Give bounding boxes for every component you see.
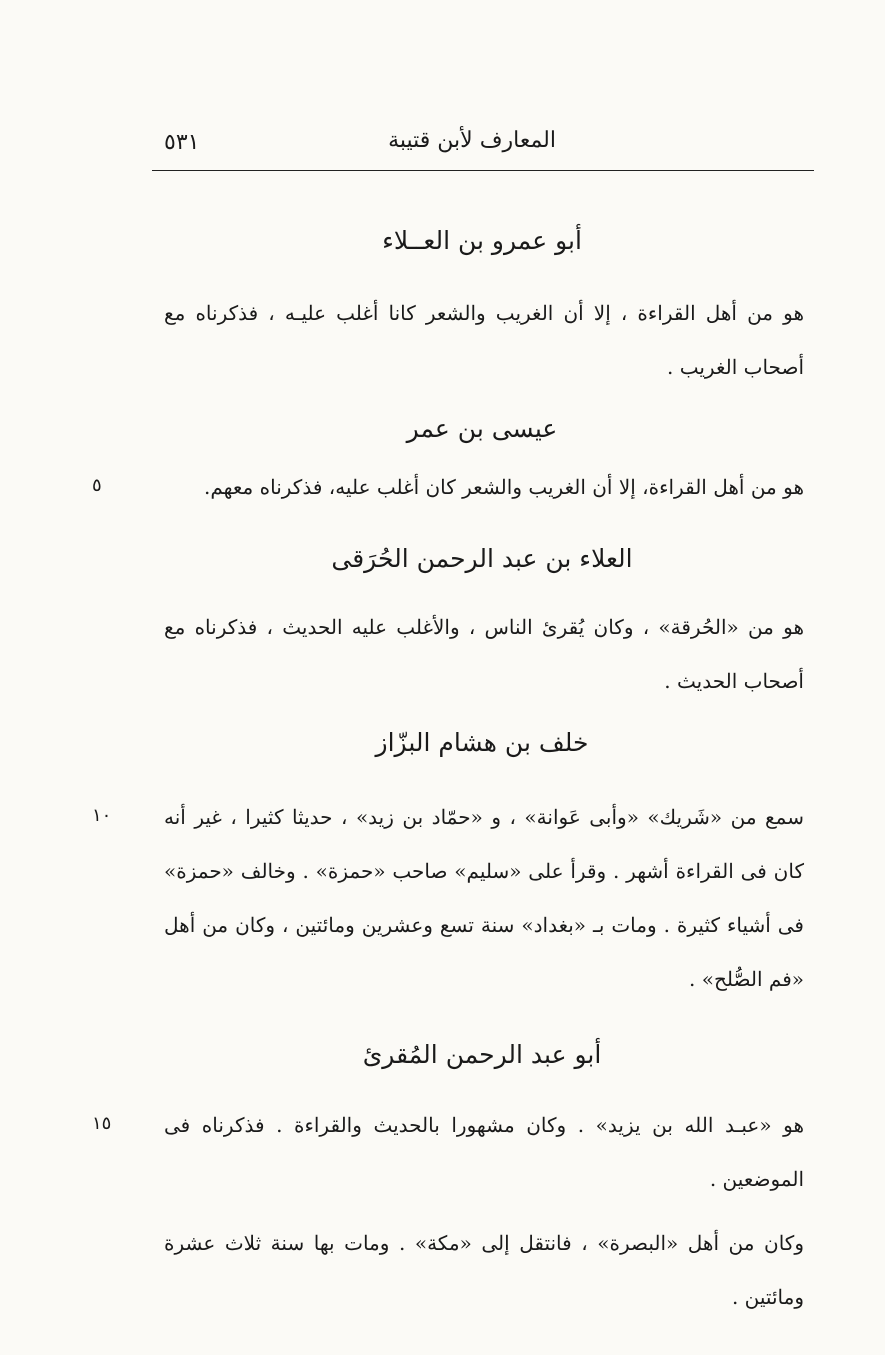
- entry-heading: العلاء بن عبد الرحمن الحُرَقى: [331, 544, 633, 573]
- entry-heading: عيسى بن عمر: [406, 414, 558, 443]
- entry-paragraph: سمع من «شَريك» «وأبى عَوانة» ، و «حمّاد بن زيد» ، حديثا كثيرا ، غير أنه كان فى القراءة أشهر . وقرأ على «سليم» صاحب «حمزة» . وخالف «حمزة» فى أشياء كثيرة . ومات بـ «بغداد» سنة تسع وعشرين ومائتين ، وكان من أهل «فم الصُّلح» .: [164, 805, 804, 991]
- entry-heading: خلف بن هشام البزّاز: [375, 728, 589, 757]
- entry-paragraph: هو «عبـد الله بن يزيد» . وكان مشهورا بالحديث والقراءة . فذكرناه فى الموضعين .: [164, 1113, 804, 1191]
- entry-paragraph: هو من أهل القراءة ، إلا أن الغريب والشعر كانا أغلب عليـه ، فذكرناه مع أصحاب الغريب .: [164, 301, 804, 379]
- entry-paragraph: هو من «الحُرقة» ، وكان يُقرئ الناس ، والأغلب عليه الحديث ، فذكرناه مع أصحاب الحديث .: [164, 615, 804, 693]
- entry-heading: أبو عمرو بن العــلاء: [382, 226, 582, 255]
- page-header: [152, 118, 814, 171]
- margin-line-number: ١٥: [92, 1113, 112, 1134]
- margin-line-number: ١٠: [92, 805, 112, 826]
- entry-paragraph: وكان من أهل «البصرة» ، فانتقل إلى «مكة» . ومات بها سنة ثلاث عشرة ومائتين .: [164, 1231, 804, 1309]
- page-number: ٥٣١: [164, 130, 200, 155]
- entry-paragraph: هو من أهل القراءة، إلا أن الغريب والشعر كان أغلب عليه، فذكرناه معهم.: [204, 475, 804, 499]
- running-title: المعارف لأبن قتيبة: [388, 128, 556, 153]
- margin-line-number: ٥: [92, 475, 102, 496]
- entry-heading: أبو عبد الرحمن المُقرئ: [362, 1040, 602, 1069]
